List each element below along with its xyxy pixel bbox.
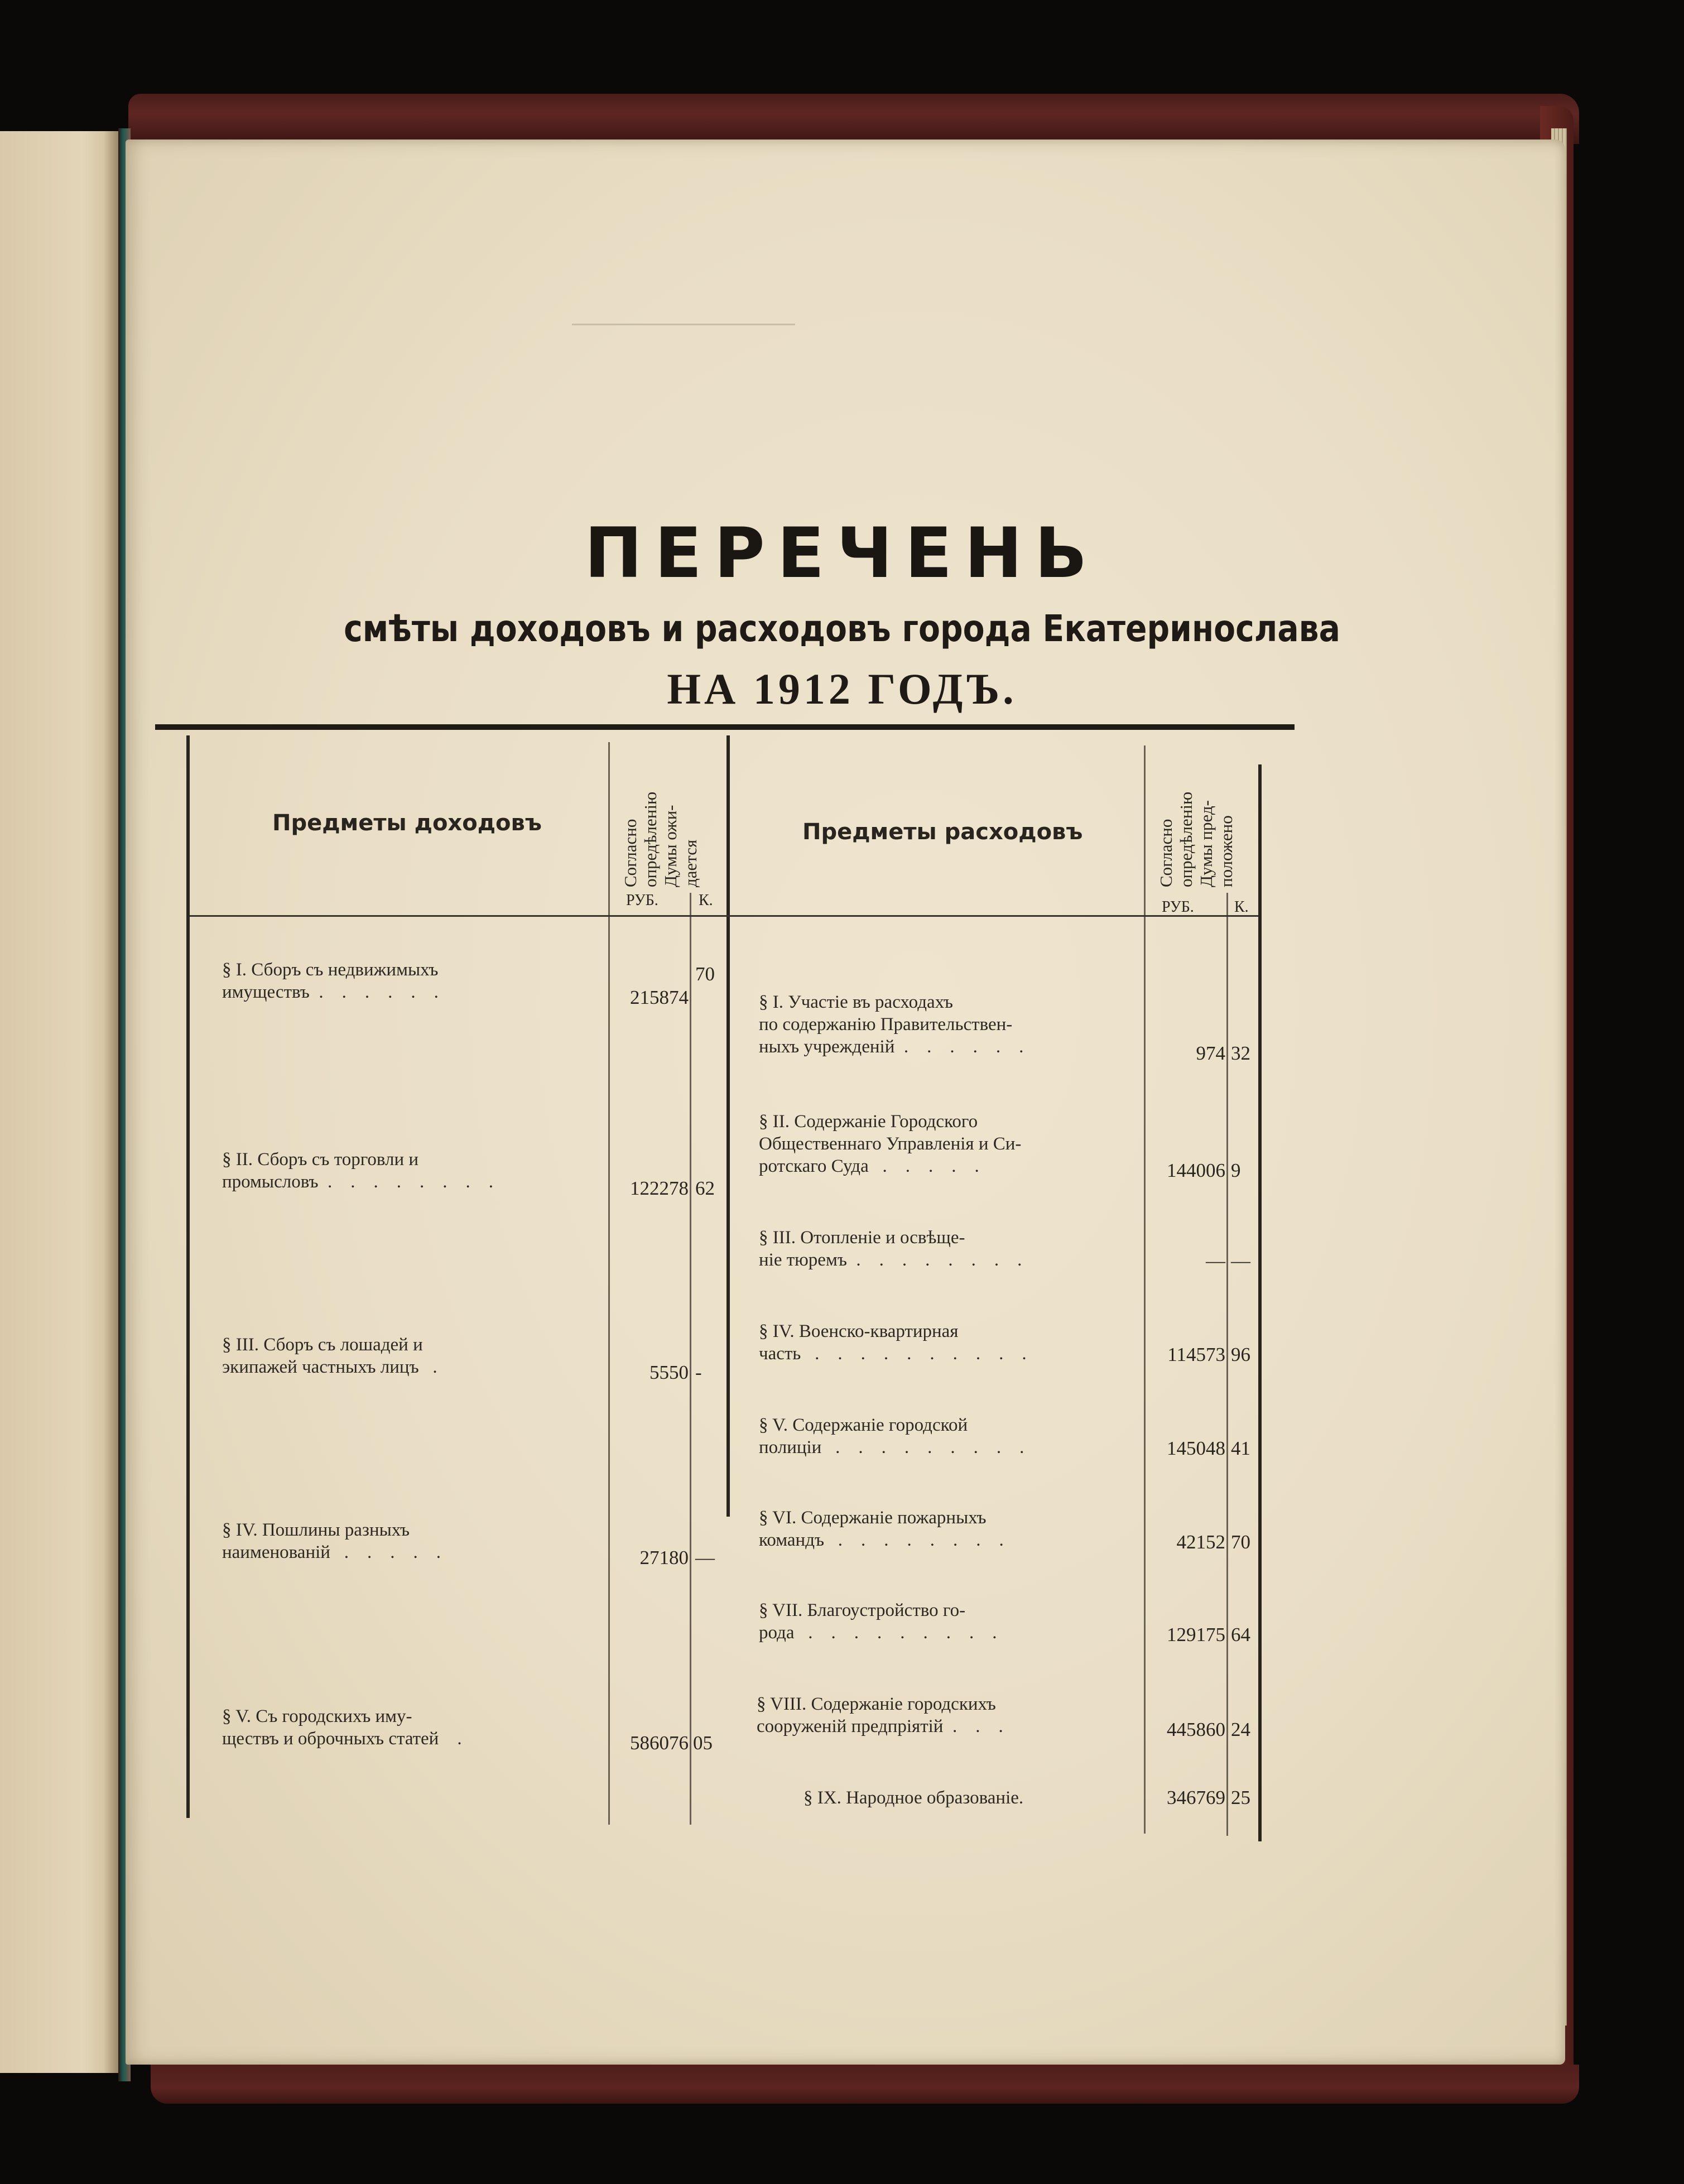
expense-rub-2: 144006 [1167, 1160, 1225, 1181]
expense-item-6: § VI. Содержаніе пожарныхъ командъ . . . . . . . . [759, 1508, 1004, 1550]
expense-rub-1: 974 [1196, 1042, 1225, 1064]
income-kop-5: 05 [693, 1732, 713, 1754]
income-rub-2: 122278 [630, 1177, 689, 1199]
income-kop-3: - [695, 1362, 702, 1383]
table-top-rule [155, 724, 1295, 730]
income-rub-5: 586076 [630, 1732, 689, 1754]
expense-kop-2: 9 [1231, 1160, 1241, 1181]
income-kop-1: 70 [695, 963, 715, 985]
expense-item-4: § IV. Военско-квартирная часть . . . . . . . . . . [759, 1321, 1027, 1364]
expense-kop-8: 24 [1231, 1719, 1250, 1740]
expense-item-9: § IX. Народное образованіе. [803, 1788, 1024, 1808]
expense-kop-1: 32 [1231, 1042, 1250, 1064]
expense-kop-label: К. [1234, 898, 1249, 916]
income-kop-col-line [690, 893, 691, 1825]
income-rub-4: 27180 [639, 1547, 689, 1569]
income-header: Предметы доходовъ [272, 810, 542, 836]
book-cover-top [128, 94, 1579, 144]
table-right-border [1258, 764, 1262, 1841]
expense-rub-8: 445860 [1167, 1719, 1225, 1740]
income-item-4: § IV. Пошлины разныхъ наименованій . . . . . [222, 1520, 441, 1562]
table-center-divider [726, 735, 730, 1517]
income-item-2: § II. Сборъ съ торговли и промысловъ . . . . . . . . [222, 1149, 494, 1192]
expense-header: Предметы расходовъ [802, 819, 1083, 845]
income-rub-label: РУБ. [626, 892, 658, 909]
document-year-line: НА 1912 ГОДЪ. [667, 665, 1017, 713]
expense-rub-4: 114573 [1167, 1344, 1225, 1365]
expense-item-1: § I. Участіе въ расходахъ по содержанію Правительствен- ныхъ учрежденій . . . . . . [759, 992, 1024, 1057]
expense-rub-9: 346769 [1167, 1787, 1225, 1808]
expense-rub-label: РУБ. [1162, 898, 1194, 916]
income-rub-3: 5550 [649, 1362, 689, 1383]
income-rub-1: 215874 [630, 987, 689, 1008]
expense-rub-5: 145048 [1167, 1437, 1225, 1459]
expense-kop-7: 64 [1231, 1624, 1250, 1646]
income-amount-col-line [608, 742, 610, 1825]
income-amount-header: Согласно опредѣленію Думы ожи- дается [620, 791, 700, 887]
income-item-3: § III. Сборъ съ лошадей и экипажей частныхъ лицъ . [222, 1335, 437, 1377]
income-item-1: § I. Сборъ съ недвижимыхъ имуществъ . . . . . . [222, 960, 439, 1002]
header-bottom-rule [190, 915, 1258, 917]
expense-kop-col-line [1226, 893, 1228, 1836]
expense-amount-col-line [1144, 745, 1146, 1834]
expense-rub-7: 129175 [1167, 1624, 1225, 1646]
expense-item-7: § VII. Благоустройство го- рода . . . . . . . . . [759, 1600, 997, 1643]
income-kop-label: К. [699, 892, 713, 909]
expense-amount-header: Согласно опредѣленію Думы пред- положено [1156, 791, 1236, 887]
expense-item-5: § V. Содержаніе городской полиціи . . . . . . . . . [759, 1415, 1024, 1457]
document-subtitle: смѣты доходовъ и расходовъ города Екатеринослава [344, 607, 1340, 650]
expense-item-2: § II. Содержаніе Городского Общественнаго Управленія и Си- ротскаго Суда . . . . . [759, 1112, 1022, 1176]
expense-kop-5: 41 [1231, 1437, 1250, 1459]
book-cover-bottom [151, 2065, 1579, 2104]
expense-rub-6: 42152 [1176, 1531, 1225, 1553]
show-through-page-number [572, 324, 795, 348]
expense-kop-6: 70 [1231, 1531, 1250, 1553]
income-kop-2: 62 [695, 1177, 715, 1199]
expense-kop-3: — [1231, 1250, 1250, 1272]
expense-kop-4: 96 [1231, 1344, 1250, 1365]
income-item-5: § V. Съ городскихъ иму- ществъ и оброчныхъ статей . [222, 1706, 462, 1749]
page-fold-shadow [104, 131, 118, 2073]
document-title: ПЕРЕЧЕНЬ [584, 513, 1100, 594]
left-page [0, 131, 118, 2073]
document-page [126, 139, 1565, 2065]
table-left-border [186, 735, 190, 1818]
expense-item-8: § VIII. Содержаніе городскихъ сооруженій предпріятій . . . [757, 1694, 1003, 1736]
income-kop-4: — [695, 1547, 715, 1569]
expense-rub-3: — [1206, 1250, 1225, 1272]
expense-kop-9: 25 [1231, 1787, 1250, 1808]
expense-item-3: § III. Отопленіе и освѣще- ніе тюремъ . . . . . . . . [759, 1228, 1022, 1270]
